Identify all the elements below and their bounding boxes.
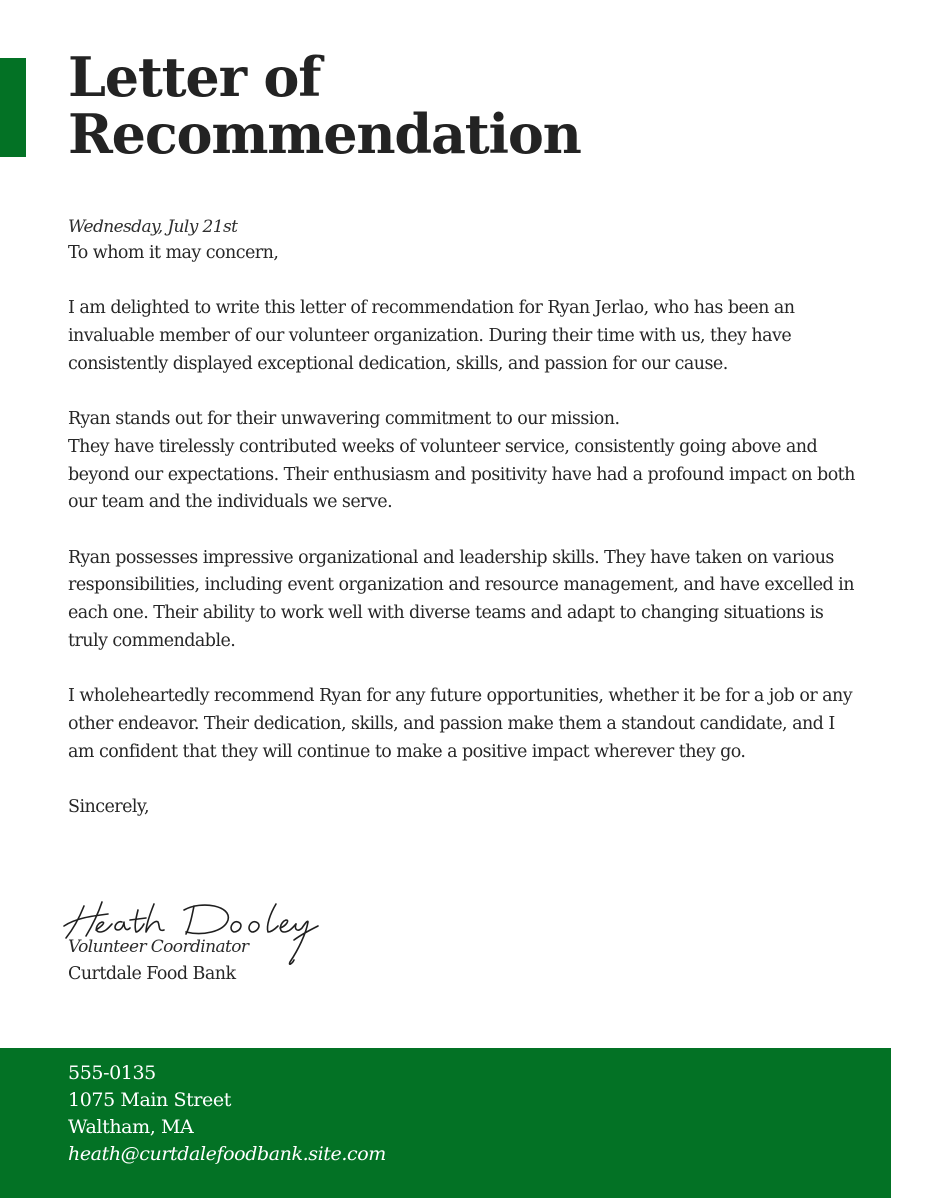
paragraph-recommendation: I wholeheartedly recommend Ryan for any future opportunities, whether it be for a job or any other endeavor. Their dedication, skills, and passion make them a standout candidate, and I am confident that they will continue to make a positive impact wherever they go. xyxy=(68,686,853,762)
city-state: Waltham, MA xyxy=(68,1116,194,1138)
street-address: 1075 Main Street xyxy=(68,1089,231,1111)
paragraph-intro: I am delighted to write this letter of recommendation for Ryan Jerlao, who has been an invaluable member of our volunteer organization. During their time with us, they have consistently displayed exceptional dedication, skills, and passion for our cause. xyxy=(68,298,795,374)
email-address[interactable]: heath@curtdalefoodbank.site.com xyxy=(68,1143,386,1165)
accent-bar xyxy=(0,58,26,157)
paragraph-commitment: They have tirelessly contributed weeks of volunteer service, consistently going above and beyond our expectations. Their enthusiasm and positivity have had a profound impact on both our team and the individuals we serve. xyxy=(68,436,855,513)
letter-date: Wednesday, July 21st xyxy=(68,217,238,237)
phone-number: 555-0135 xyxy=(68,1062,156,1084)
contact-info xyxy=(68,1060,386,1168)
signature-graphic xyxy=(62,892,322,972)
paragraph-commitment-lead: Ryan stands out for their unwavering commitment to our mission. xyxy=(68,409,620,430)
title-line-1: Letter of xyxy=(68,45,321,109)
closing: Sincerely, xyxy=(68,796,149,817)
greeting: To whom it may concern, xyxy=(68,243,279,263)
handwritten-signature xyxy=(62,892,322,972)
signer-organization: Curtdale Food Bank xyxy=(68,964,236,984)
title-line-2: Recommendation xyxy=(68,102,581,166)
contact-footer xyxy=(0,1048,891,1198)
signer-title: Volunteer Coordinator xyxy=(68,937,249,957)
paragraph-skills: Ryan possesses impressive organizational and leadership skills. They have taken on various responsibilities, including event organization and resource management, and have excelled in each one. Their ability to work well with diverse teams and adapt to changing situations is truly commendable. xyxy=(68,547,854,651)
letter-body xyxy=(68,240,858,849)
page-title xyxy=(68,45,581,166)
